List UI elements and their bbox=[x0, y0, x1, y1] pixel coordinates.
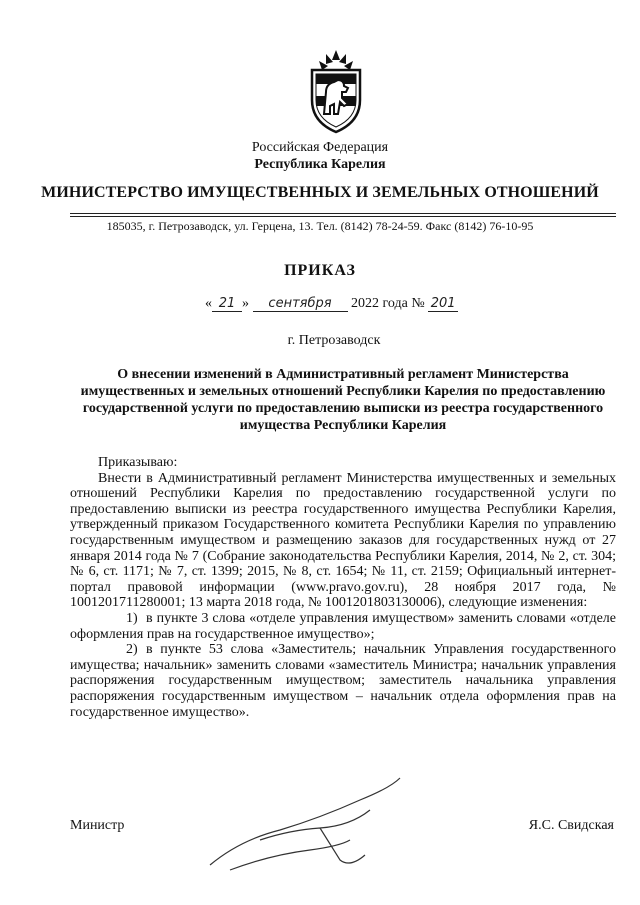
signer-name: Я.С. Свидская bbox=[528, 818, 614, 833]
order-directive: Приказываю: bbox=[98, 455, 178, 470]
item-text: в пункте 3 слова «отделе управления имуществом» заменить словами «отделе оформления прав на государственное имущество»; bbox=[70, 610, 616, 642]
list-item bbox=[70, 642, 616, 720]
ministry-name: МИНИСТЕРСТВО ИМУЩЕСТВЕННЫХ И ЗЕМЕЛЬНЫХ ОТНОШЕНИЙ bbox=[41, 184, 599, 201]
handwritten-signature bbox=[200, 770, 410, 880]
item-number: 2) bbox=[126, 642, 138, 658]
handwritten-order-number: 201 bbox=[428, 296, 458, 312]
quote-open: « bbox=[205, 296, 212, 311]
issue-city: г. Петрозаводск bbox=[287, 333, 381, 348]
header-divider-thin bbox=[70, 216, 616, 217]
karelia-coat-of-arms-icon bbox=[302, 48, 370, 134]
handwritten-month: сентября bbox=[253, 296, 348, 312]
order-subject: О внесении изменений в Административный регламент Министерства имущественных и земельных отношений Республики Карелия по предоставлению государственной услуги по предоставлению выписки из реестра государственного имущества Республики Карелия bbox=[80, 367, 606, 433]
country-name: Российская Федерация bbox=[251, 140, 389, 155]
item-text: в пункте 53 слова «Заместитель; начальник Управления государственного имущества; начальник» заменить словами «заместитель Министра; начальник управления распоряжения государственным имуществом; заместитель начальника управления распоряжения государственным имуществом – начальник отдела оформления прав на государственное имущество». bbox=[70, 642, 616, 720]
republic-name: Республика Карелия bbox=[254, 157, 386, 172]
handwritten-day: 21 bbox=[212, 296, 242, 312]
signer-position: Министр bbox=[70, 818, 125, 833]
item-number: 1) bbox=[126, 610, 138, 626]
header-divider bbox=[70, 213, 616, 214]
order-date-line bbox=[205, 296, 458, 312]
order-body bbox=[70, 455, 616, 720]
document-title: ПРИКАЗ bbox=[284, 262, 356, 279]
year-label: 2022 года № bbox=[351, 296, 425, 311]
list-item bbox=[70, 611, 616, 642]
main-paragraph: Внести в Административный регламент Министерства имущественных и земельных отношений Республики Карелия по предоставлению государственной услуги по предоставлению выписки из реестра государственного имущества Республики Карелия, утвержденный приказом Государственного комитета Республики Карелия по управлению государственным имуществом и размещению заказов для государственных нужд от 27 января 2014 года № 7 (Собрание законодательства Республики Карелия, 2014, № 2, ст. 304; № 6, ст. 1171; № 7, ст. 1399; 2015, № 8, ст. 1654; № 11, ст. 2159; Официальный интернет-портал правовой информации (www.pravo.gov.ru), 28 ноября 2017 года, № 1001201711280001; 13 марта 2018 года, № 1001201803130006), следующие изменения: bbox=[70, 470, 616, 611]
quote-close: » bbox=[242, 296, 249, 311]
ministry-address: 185035, г. Петрозаводск, ул. Герцена, 13. Тел. (8142) 78-24-59. Факс (8142) 76-10-95 bbox=[106, 219, 534, 233]
